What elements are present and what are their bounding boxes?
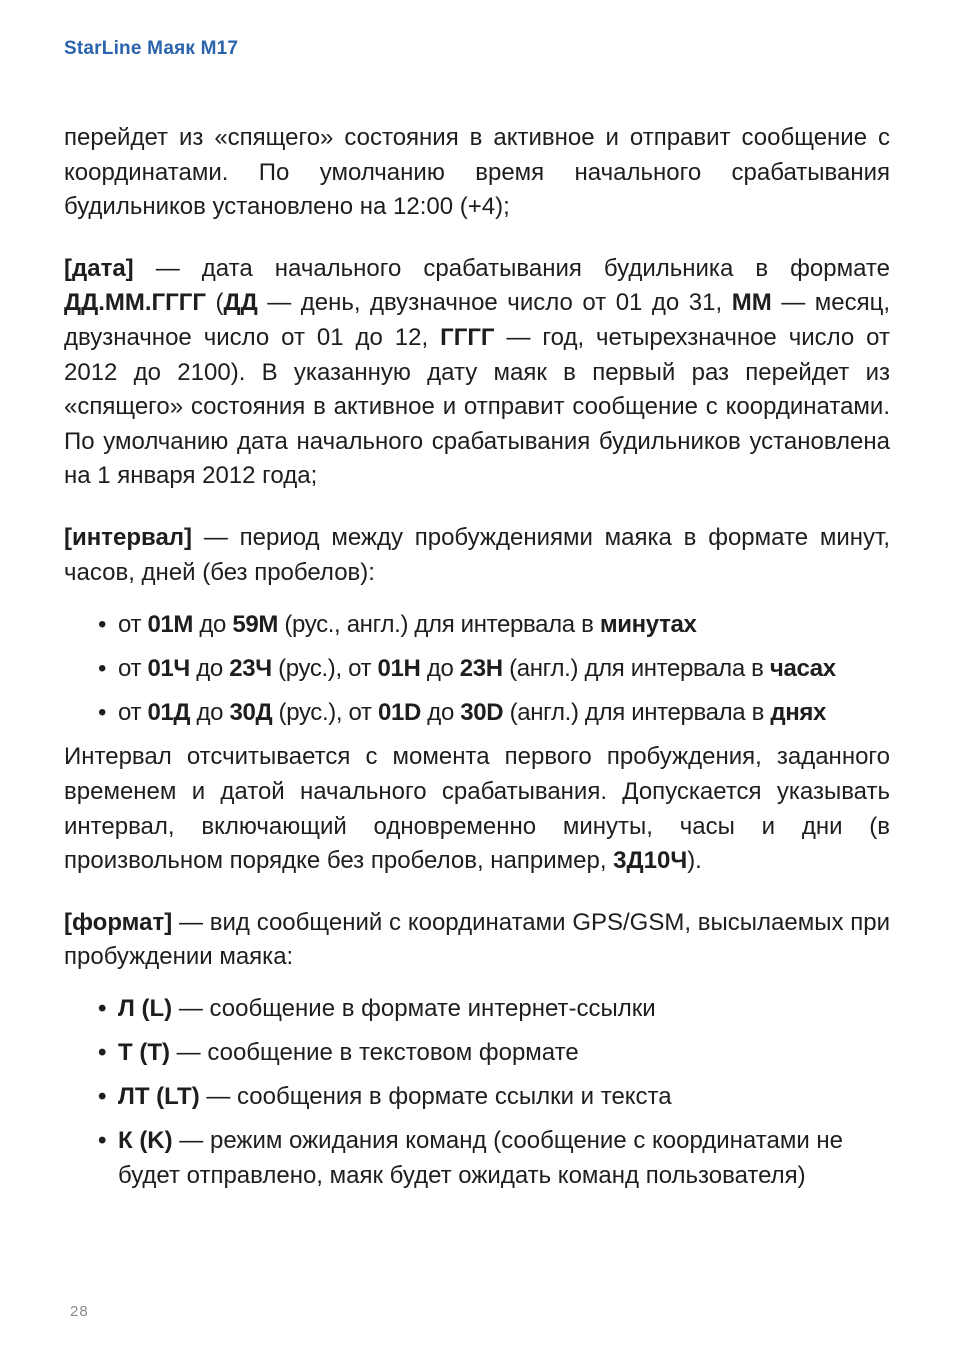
paragraph-interval-parameter: [интервал] — период между пробуждениями маяка в формате минут, часов, дней (без пробелов): <box>64 523 890 586</box>
page-number: 28 <box>70 1303 89 1320</box>
list-item-minutes: • от 01М до 59М (рус., англ.) для интервала в минутах <box>64 608 890 643</box>
term-date: [дата] <box>64 254 134 282</box>
list-item-hours: • от 01Ч до 23Ч (рус.), от 01H до 23H (англ.) для интервала в часах <box>64 652 890 687</box>
running-header: StarLine Маяк M17 <box>64 38 239 59</box>
list-item-command-wait-mode: • К (K) — режим ожидания команд (сообщение с координатами не будет отправлено, маяк будет ожидать команд пользователя) <box>64 1124 890 1193</box>
term-interval: [интервал] <box>64 523 193 551</box>
term-format: [формат] <box>64 908 173 936</box>
interval-format-list <box>64 608 890 731</box>
list-item-link-format: • Л (L) — сообщение в формате интернет-ссылки <box>64 992 890 1027</box>
list-item-days: • от 01Д до 30Д (рус.), от 01D до 30D (англ.) для интервала в днях <box>64 696 890 731</box>
paragraph-interval-note: Интервал отсчитывается с момента первого пробуждения, заданного временем и датой начального срабатывания. Допускается указывать интервал, включающий одновременно минуты, часы и дни (в произвольном порядке без пробелов, например, 3Д10Ч). <box>64 743 890 875</box>
page-body <box>64 121 890 1203</box>
paragraph-format-parameter: [формат] — вид сообщений с координатами GPS/GSM, высылаемых при пробуждении маяка: <box>64 908 890 971</box>
paragraph-alarm-time-end: перейдет из «спящего» состояния в активное и отправит сообщение с координатами. По умолчанию время начального срабатывания будильников установлено на 12:00 (+4); <box>64 124 890 221</box>
list-item-text-format: • Т (T) — сообщение в текстовом формате <box>64 1036 890 1071</box>
list-item-link-text-format: • ЛТ (LT) — сообщения в формате ссылки и текста <box>64 1080 890 1115</box>
paragraph-date-parameter: [дата] — дата начального срабатывания будильника в формате ДД.ММ.ГГГГ (ДД — день, двузначное число от 01 до 31, ММ — месяц, двузначное число от 01 до 12, ГГГГ — год, четырехзначное число от 2012 до 2100). В указанную дату маяк в первый раз перейдет из «спящего» состояния в активное и отправит сообщение с координатами. По умолчанию дата начального срабатывания будильников установлена на 1 января 2012 года; <box>64 254 890 490</box>
message-format-list <box>64 992 890 1193</box>
